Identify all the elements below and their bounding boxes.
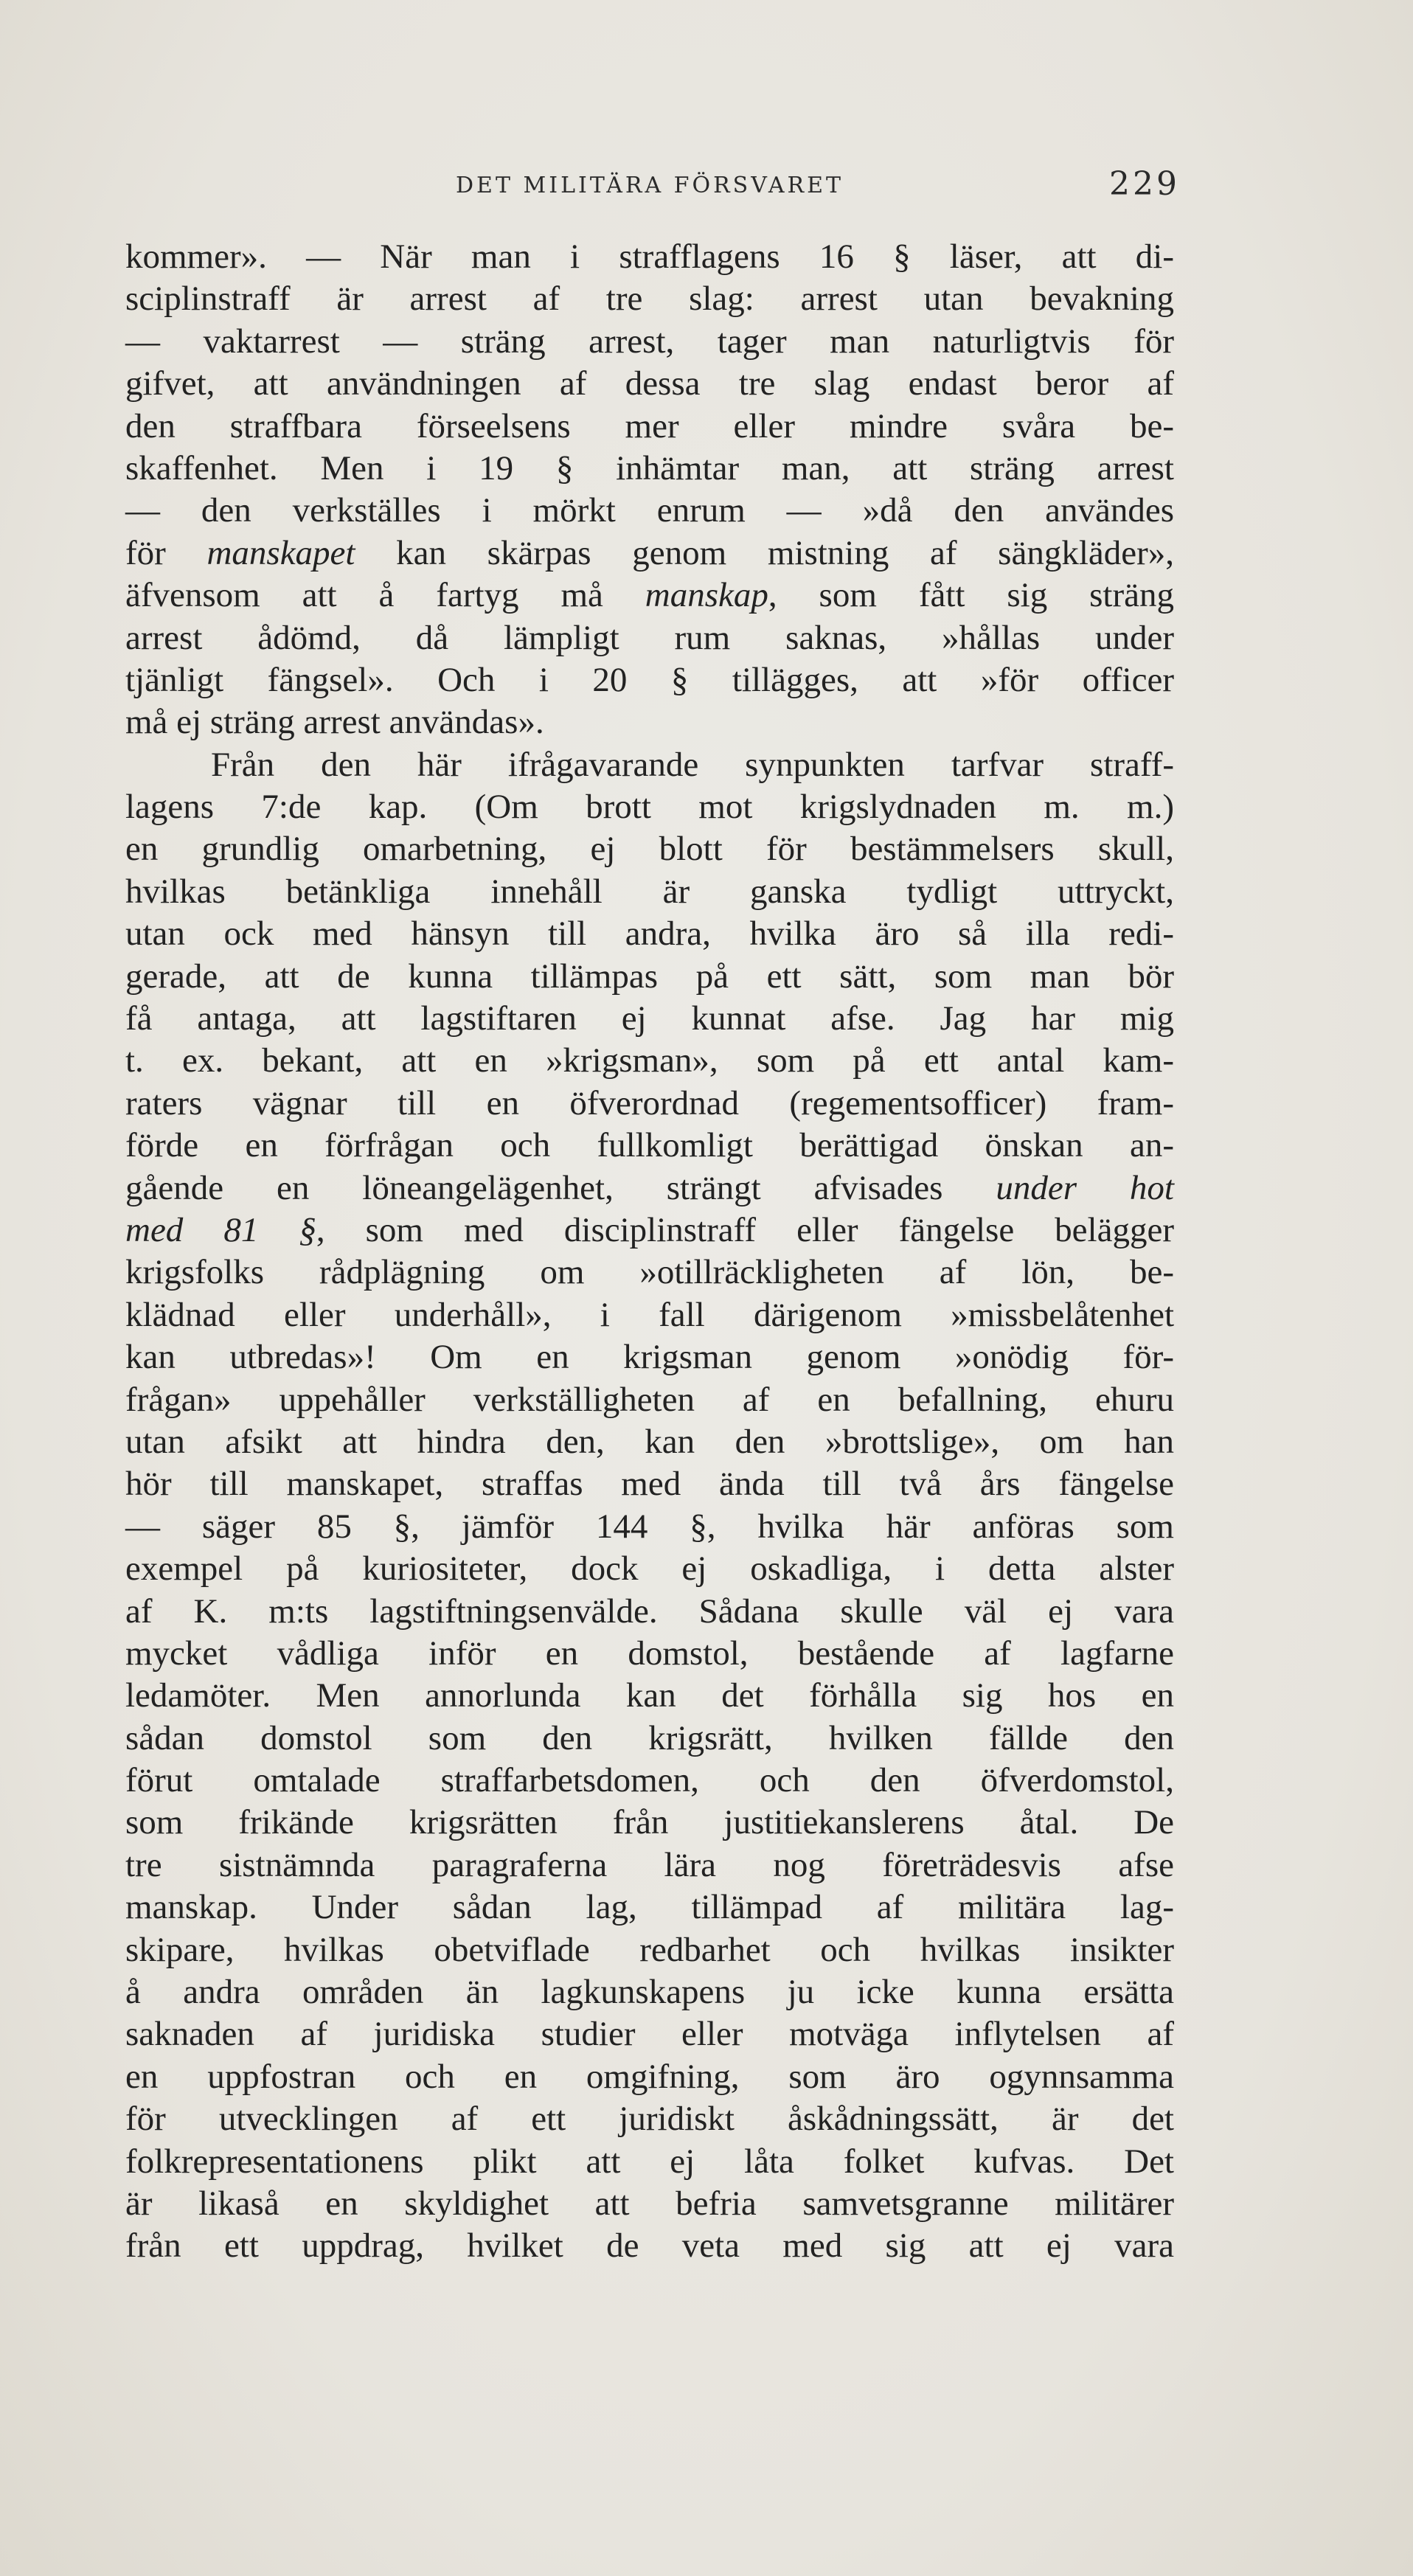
text-line: ledamöter. Men annorlunda kan det förhålla sig hos en <box>125 1676 1174 1715</box>
text-span: gående en löneangelägenhet, strängt afvisades <box>125 1168 996 1207</box>
text-line: exempel på kuriositeter, dock ej oskadliga, i detta alster <box>125 1549 1174 1589</box>
text-line: — säger 85 §, jämför 144 §, hvilka här anföras som <box>125 1507 1174 1546</box>
text-line: arrest ådömd, då lämpligt rum saknas, »hållas under <box>125 618 1174 657</box>
running-head <box>0 165 1413 209</box>
text-line: tjänligt fängsel». Och i 20 § tillägges, att »för officer <box>125 660 1174 699</box>
text-span: för <box>125 533 207 572</box>
text-line: — den verkställes i mörkt enrum — »då den användes <box>125 491 1174 530</box>
text-line: för utvecklingen af ett juridiskt åskådningssätt, är det <box>125 2100 1174 2139</box>
text-line <box>125 574 1174 617</box>
paragraph-first-line: Från den här ifrågavarande synpunkten tarfvar straff- <box>211 745 1174 784</box>
text-line: raters vägnar till en öfverordnad (regementsofficer) fram- <box>125 1083 1174 1122</box>
text-line: saknaden af juridiska studier eller motväga inflytelsen af <box>125 2015 1174 2054</box>
italic-emphasis: manskapet <box>206 533 355 572</box>
text-line: från ett uppdrag, hvilket de veta med sig att ej vara <box>125 2226 1174 2266</box>
text-line: få antaga, att lagstiftaren ej kunnat afse. Jag har mig <box>125 999 1174 1038</box>
text-line: en grundlig omarbetning, ej blott för bestämmelsers skull, <box>125 830 1174 869</box>
italic-emphasis: med 81 § <box>125 1210 316 1249</box>
running-title: DET MILITÄRA FÖRSVARET <box>456 173 844 198</box>
text-line: som frikände krigsrätten från justitiekanslerens åtal. De <box>125 1803 1174 1842</box>
body-text <box>125 236 1174 2268</box>
text-line: klädnad eller underhåll», i fall därigenom »missbelåtenhet <box>125 1295 1174 1334</box>
text-line: hvilkas betänkliga innehåll är ganska tydligt uttryckt, <box>125 872 1174 911</box>
text-line: manskap. Under sådan lag, tillämpad af militära lag- <box>125 1888 1174 1927</box>
text-line: krigsfolks rådplägning om »otillräckligheten af lön, be- <box>125 1253 1174 1292</box>
text-line: skipare, hvilkas obetviflade redbarhet och hvilkas insikter <box>125 1930 1174 1969</box>
text-span: , som fått sig sträng <box>768 576 1175 615</box>
text-line <box>125 1209 1174 1251</box>
italic-emphasis: manskap <box>645 576 768 615</box>
text-line: sådan domstol som den krigsrätt, hvilken fällde den <box>125 1718 1174 1757</box>
text-line: af K. m:ts lagstiftningsenvälde. Sådana skulle väl ej vara <box>125 1591 1174 1631</box>
text-line: — vaktarrest — sträng arrest, tager man naturligtvis för <box>125 322 1174 361</box>
paragraph-last-line: må ej sträng arrest användas». <box>125 703 544 742</box>
text-line: t. ex. bekant, att en »krigsman», som på ett antal kam- <box>125 1041 1174 1080</box>
text-line: skaffenhet. Men i 19 § inhämtar man, att sträng arrest <box>125 448 1174 487</box>
text-line: utan ock med hänsyn till andra, hvilka äro så illa redi- <box>125 914 1174 954</box>
text-line: förut omtalade straffarbetsdomen, och den öfverdomstol, <box>125 1761 1174 1800</box>
text-line: folkrepresentationens plikt att ej låta folket kufvas. Det <box>125 2142 1174 2181</box>
text-span: , som med disciplinstraff eller fängelse belägger <box>316 1210 1174 1249</box>
text-span: kan skärpas genom mistning af sängkläder», <box>355 533 1174 572</box>
text-line: en uppfostran och en omgifning, som äro ogynnsamma <box>125 2057 1174 2096</box>
text-line <box>125 532 1174 574</box>
text-line: är likaså en skyldighet att befria samvetsgranne militärer <box>125 2184 1174 2223</box>
text-line: utan afsikt att hindra den, kan den »brottslige», om han <box>125 1422 1174 1461</box>
italic-emphasis: under hot <box>996 1168 1174 1207</box>
text-span: äfvensom att å fartyg må <box>125 576 645 615</box>
text-line: kan utbredas»! Om en krigsman genom »onödig för- <box>125 1338 1174 1377</box>
text-line: den straffbara förseelsens mer eller mindre svåra be- <box>125 406 1174 445</box>
text-line: kommer». — När man i strafflagens 16 § läser, att di- <box>125 237 1174 276</box>
text-line: å andra områden än lagkunskapens ju icke kunna ersätta <box>125 1973 1174 2012</box>
text-line: hör till manskapet, straffas med ända till två års fängelse <box>125 1465 1174 1504</box>
text-line: gifvet, att användningen af dessa tre slag endast beror af <box>125 364 1174 403</box>
text-line: förde en förfrågan och fullkomligt berättigad önskan an- <box>125 1126 1174 1165</box>
text-line: frågan» uppehåller verkställigheten af en befallning, ehuru <box>125 1380 1174 1419</box>
text-line: mycket vådliga inför en domstol, bestående af lagfarne <box>125 1634 1174 1673</box>
text-line <box>125 1167 1174 1209</box>
text-line: gerade, att de kunna tillämpas på ett sätt, som man bör <box>125 957 1174 996</box>
text-line: lagens 7:de kap. (Om brott mot krigslydnaden m. m.) <box>125 788 1174 827</box>
text-line: tre sistnämnda paragraferna lära nog företrädesvis afse <box>125 1845 1174 1884</box>
page-number: 229 <box>1109 165 1180 203</box>
text-line: sciplinstraff är arrest af tre slag: arrest utan bevakning <box>125 280 1174 319</box>
